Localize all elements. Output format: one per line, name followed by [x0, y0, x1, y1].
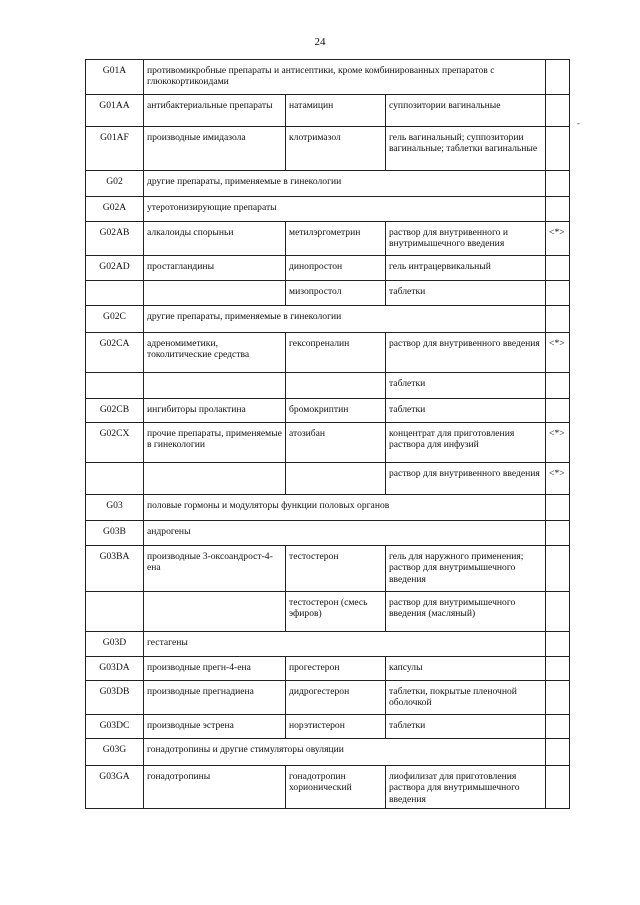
table-row [86, 715, 570, 739]
subgroup-name-cell: простагландины [144, 256, 286, 281]
atc-code-cell [86, 463, 144, 495]
atc-code-cell: G02CA [86, 333, 144, 373]
atc-code-cell: G03DB [86, 681, 144, 715]
subgroup-name-cell: производные 3-оксоандрост-4-ена [144, 546, 286, 592]
atc-code-cell: G03B [86, 521, 144, 546]
note-cell [546, 739, 570, 766]
note-cell [546, 95, 570, 127]
drug-name-cell [286, 373, 386, 399]
dosage-form-cell: таблетки, покрытые пленочной оболочкой [386, 681, 546, 715]
note-cell: <*> [546, 423, 570, 463]
atc-code-cell: G03GA [86, 766, 144, 809]
note-cell [546, 60, 570, 95]
atc-code-cell: G02 [86, 171, 144, 197]
note-cell [546, 306, 570, 333]
note-cell [546, 127, 570, 171]
drug-name-cell: дидрогестерон [286, 681, 386, 715]
table-row [86, 399, 570, 423]
atc-code-cell: G02CX [86, 423, 144, 463]
dosage-form-cell: таблетки [386, 715, 546, 739]
note-cell [546, 592, 570, 632]
note-cell [546, 197, 570, 222]
table-row [86, 592, 570, 632]
drug-name-cell: прогестерон [286, 657, 386, 681]
atc-code-cell: G03DA [86, 657, 144, 681]
drug-name-cell [286, 463, 386, 495]
table-row [86, 373, 570, 399]
subgroup-name-cell [144, 592, 286, 632]
table-row [86, 632, 570, 657]
group-name-cell: другие препараты, применяемые в гинекологии [144, 171, 546, 197]
atc-code-cell [86, 373, 144, 399]
note-cell [546, 495, 570, 521]
drug-name-cell: динопростон [286, 256, 386, 281]
table-row [86, 306, 570, 333]
drug-classification-table [85, 59, 570, 809]
dosage-form-cell: лиофилизат для приготовления раствора для внутримышечного введения [386, 766, 546, 809]
note-cell [546, 521, 570, 546]
subgroup-name-cell: алкалоиды спорыньи [144, 222, 286, 256]
atc-code-cell: G01AA [86, 95, 144, 127]
subgroup-name-cell: производные имидазола [144, 127, 286, 171]
note-cell [546, 632, 570, 657]
table-row [86, 681, 570, 715]
drug-name-cell: атозибан [286, 423, 386, 463]
note-cell: <*> [546, 463, 570, 495]
drug-name-cell: норэтистерон [286, 715, 386, 739]
table-row [86, 127, 570, 171]
table-row [86, 197, 570, 222]
dosage-form-cell: раствор для внутривенного и внутримышечного введения [386, 222, 546, 256]
note-cell: <*> [546, 222, 570, 256]
table-row [86, 739, 570, 766]
group-name-cell: другие препараты, применяемые в гинекологии [144, 306, 546, 333]
atc-code-cell [86, 281, 144, 306]
dosage-form-cell: раствор для внутримышечного введения (масляный) [386, 592, 546, 632]
subgroup-name-cell [144, 463, 286, 495]
dosage-form-cell: раствор для внутривенного введения [386, 463, 546, 495]
drug-name-cell: гексопреналин [286, 333, 386, 373]
note-cell [546, 657, 570, 681]
subgroup-name-cell: производные прегн-4-ена [144, 657, 286, 681]
group-name-cell: гестагены [144, 632, 546, 657]
table-row [86, 333, 570, 373]
drug-name-cell: мизопростол [286, 281, 386, 306]
dosage-form-cell: гель вагинальный; суппозитории вагинальные; таблетки вагинальные [386, 127, 546, 171]
drug-name-cell: клотримазол [286, 127, 386, 171]
subgroup-name-cell: ингибиторы пролактина [144, 399, 286, 423]
subgroup-name-cell [144, 281, 286, 306]
dosage-form-cell: раствор для внутривенного введения [386, 333, 546, 373]
drug-name-cell: тестостерон [286, 546, 386, 592]
table-row [86, 521, 570, 546]
table-row [86, 281, 570, 306]
table-row [86, 222, 570, 256]
subgroup-name-cell [144, 373, 286, 399]
atc-code-cell: G01A [86, 60, 144, 95]
subgroup-name-cell: антибактериальные препараты [144, 95, 286, 127]
drug-name-cell: бромокриптин [286, 399, 386, 423]
table-row [86, 423, 570, 463]
atc-code-cell: G01AF [86, 127, 144, 171]
note-cell [546, 766, 570, 809]
group-name-cell: противомикробные препараты и антисептики, кроме комбинированных препаратов с глюкокортикоидами [144, 60, 546, 95]
note-cell [546, 281, 570, 306]
group-name-cell: утеротонизирующие препараты [144, 197, 546, 222]
dosage-form-cell: концентрат для приготовления раствора для инфузий [386, 423, 546, 463]
group-name-cell: гонадотропины и другие стимуляторы овуляции [144, 739, 546, 766]
table-row [86, 60, 570, 95]
subgroup-name-cell: производные эстрена [144, 715, 286, 739]
drug-name-cell: натамицин [286, 95, 386, 127]
note-cell [546, 171, 570, 197]
dosage-form-cell: суппозитории вагинальные [386, 95, 546, 127]
drug-name-cell: метилэргометрин [286, 222, 386, 256]
atc-code-cell: G03G [86, 739, 144, 766]
dosage-form-cell: капсулы [386, 657, 546, 681]
atc-code-cell [86, 592, 144, 632]
table-row [86, 657, 570, 681]
atc-code-cell: G03D [86, 632, 144, 657]
table-row [86, 256, 570, 281]
atc-code-cell: G03DC [86, 715, 144, 739]
subgroup-name-cell: прочие препараты, применяемые в гинекологии [144, 423, 286, 463]
drug-name-cell: гонадотропин хорионический [286, 766, 386, 809]
subgroup-name-cell: гонадотропины [144, 766, 286, 809]
dosage-form-cell: гель интрацервикальный [386, 256, 546, 281]
note-cell [546, 373, 570, 399]
dosage-form-cell: таблетки [386, 399, 546, 423]
table-row [86, 495, 570, 521]
drug-name-cell: тестостерон (смесь эфиров) [286, 592, 386, 632]
table-row [86, 95, 570, 127]
note-cell [546, 256, 570, 281]
atc-code-cell: G02A [86, 197, 144, 222]
note-cell: <*> [546, 333, 570, 373]
dosage-form-cell: гель для наружного применения; раствор для внутримышечного введения [386, 546, 546, 592]
group-name-cell: андрогены [144, 521, 546, 546]
dosage-form-cell: таблетки [386, 281, 546, 306]
atc-code-cell: G02CB [86, 399, 144, 423]
table-body [86, 60, 570, 809]
note-cell [546, 546, 570, 592]
dosage-form-cell: таблетки [386, 373, 546, 399]
table-row [86, 546, 570, 592]
table-row [86, 171, 570, 197]
note-cell [546, 399, 570, 423]
note-cell [546, 681, 570, 715]
table-row [86, 766, 570, 809]
stray-mark: - [577, 118, 580, 128]
page-number: 24 [314, 36, 326, 48]
atc-code-cell: G03BA [86, 546, 144, 592]
subgroup-name-cell: адреномиметики, токолитические средства [144, 333, 286, 373]
atc-code-cell: G02AB [86, 222, 144, 256]
atc-code-cell: G02C [86, 306, 144, 333]
note-cell [546, 715, 570, 739]
atc-code-cell: G02AD [86, 256, 144, 281]
group-name-cell: половые гормоны и модуляторы функции половых органов [144, 495, 546, 521]
table-row [86, 463, 570, 495]
atc-code-cell: G03 [86, 495, 144, 521]
subgroup-name-cell: производные прегнадиена [144, 681, 286, 715]
